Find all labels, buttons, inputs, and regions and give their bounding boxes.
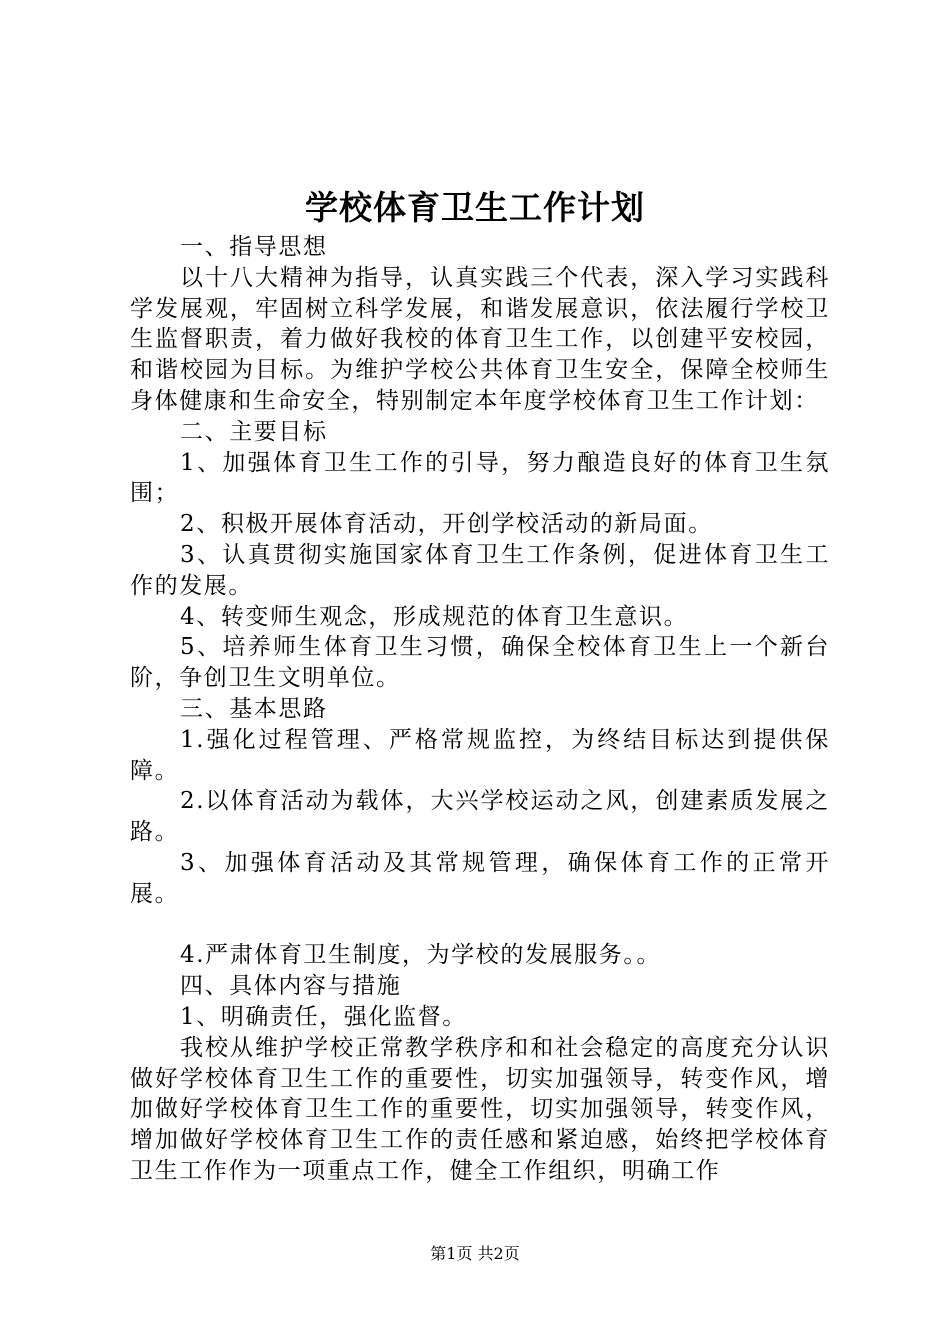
section-heading-2: 二、主要目标 <box>180 418 328 445</box>
approach-item-3: 3、加强体育活动及其常规管理，确保体育工作的正常开展。 <box>130 849 830 907</box>
document-title: 学校体育卫生工作计划 <box>305 188 645 227</box>
goal-item-4: 4、转变师生观念，形成规范的体育卫生意识。 <box>180 603 689 630</box>
goal-item-3: 3、认真贯彻实施国家体育卫生工作条例，促进体育卫生工作的发展。 <box>130 541 830 599</box>
paragraph-measures: 我校从维护学校正常教学秩序和和社会稳定的高度充分认识做好学校体育卫生工作的重要性，切实加强领导，转变作风，增加做好学校体育卫生工作的重要性，切实加强领导，转变作风，增加做好学校体育卫生工作的责任感和紧迫感，始终把学校体育卫生工作作为一项重点工作，健全工作组织，明确工作 <box>130 1034 830 1184</box>
section-heading-1: 一、指导思想 <box>180 234 328 260</box>
approach-item-2: 2.以体育活动为载体，大兴学校运动之风，创建素质发展之路。 <box>130 788 830 846</box>
goal-item-1: 1、加强体育卫生工作的引导，努力酿造良好的体育卫生氛围； <box>130 449 830 507</box>
paragraph-spacer <box>130 910 830 941</box>
paragraph-guiding-thought: 以十八大精神为指导，认真实践三个代表，深入学习实践科学发展观，牢固树立科学发展，和谐发展意识，依法履行学校卫生监督职责，着力做好我校的体育卫生工作，以创建平安校园，和谐校园为目标。为维护学校公共体育卫生安全，保障全校师生身体健康和生命安全，特别制定本年度学校体育卫生工作计划： <box>130 264 830 414</box>
page-footer: 第1页 共2页 <box>430 1244 520 1263</box>
goal-item-2: 2、积极开展体育活动，开创学校活动的新局面。 <box>180 511 713 538</box>
section-heading-3: 三、基本思路 <box>180 695 328 722</box>
approach-item-4: 4.严肃体育卫生制度，为学校的发展服务。。 <box>180 942 662 969</box>
document-body <box>130 232 830 1187</box>
measure-item-1: 1、明确责任，强化监督。 <box>180 1003 467 1030</box>
approach-item-1: 1.强化过程管理、严格常规监控，为终结目标达到提供保障。 <box>130 726 830 784</box>
section-heading-4: 四、具体内容与措施 <box>180 973 402 1000</box>
goal-item-5: 5、培养师生体育卫生习惯，确保全校体育卫生上一个新台阶，争创卫生文明单位。 <box>130 634 830 692</box>
